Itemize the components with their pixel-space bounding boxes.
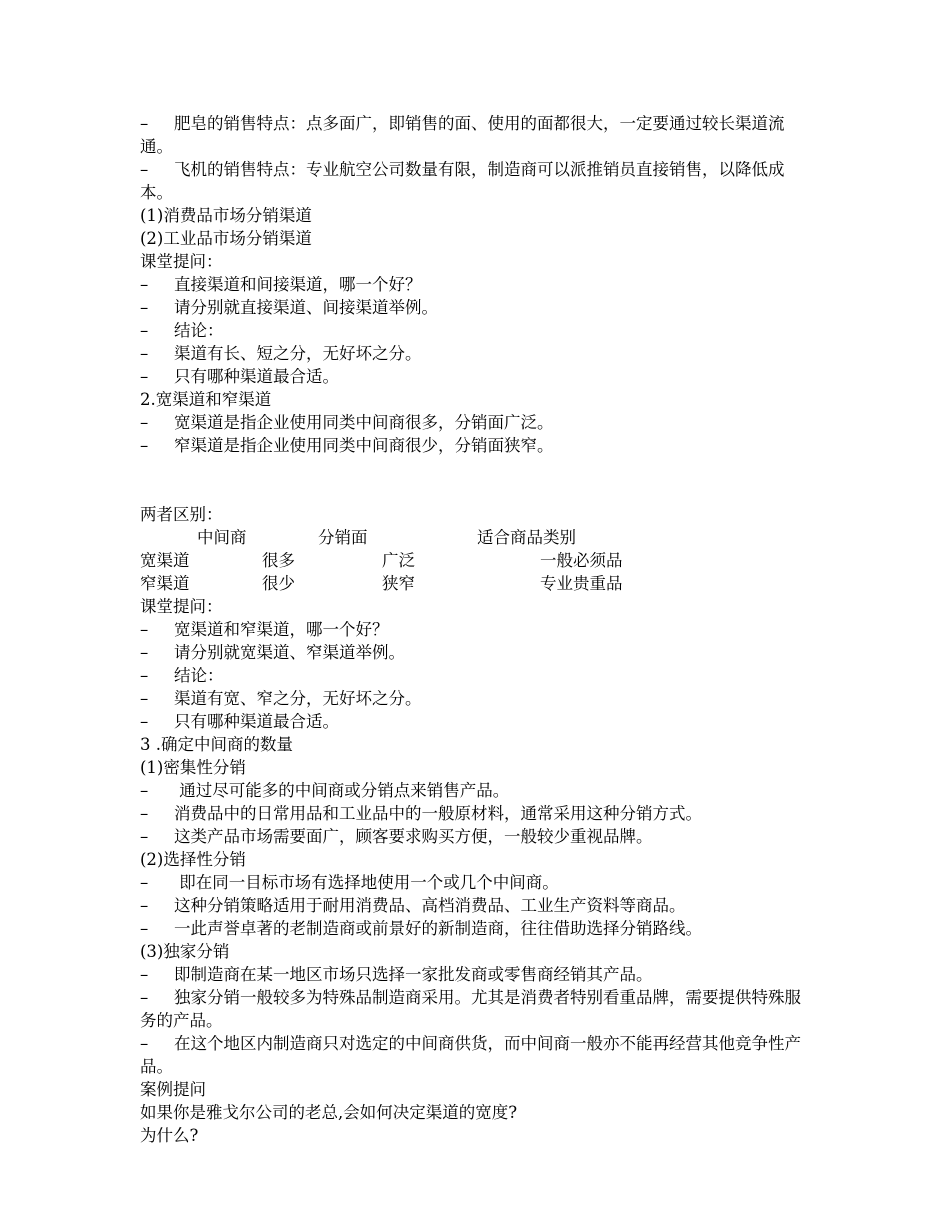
bullet-dash: –	[140, 781, 149, 800]
text-line	[140, 802, 812, 825]
bullet-dash: –	[140, 827, 149, 846]
line-text: 课堂提问：	[140, 252, 223, 271]
text-line	[140, 986, 812, 1032]
text-line	[140, 641, 812, 664]
bullet-dash: –	[140, 965, 149, 984]
bullet-dash: –	[140, 804, 149, 823]
table-cell: 很少	[262, 574, 295, 593]
compare-title: 两者区别：	[140, 505, 223, 524]
line-text: 这类产品市场需要面广，顾客要求购买方便，一般较少重视品牌。	[174, 827, 653, 846]
line-text: 案例提问	[140, 1080, 206, 1099]
line-text: 如果你是雅戈尔公司的老总,会如何决定渠道的宽度?	[140, 1103, 518, 1122]
text-line	[140, 618, 812, 641]
line-text: 独家分销一般较多为特殊品制造商采用。尤其是消费者特别看重品牌，需要提供特殊服务的产品。	[140, 988, 801, 1030]
line-text: 即制造商在某一地区市场只选择一家批发商或零售商经销其产品。	[174, 965, 653, 984]
blank-gap	[140, 457, 812, 503]
bullet-dash: –	[140, 413, 149, 432]
text-line	[140, 779, 812, 802]
text-line	[140, 710, 812, 733]
line-text: 即在同一目标市场有选择地使用一个或几个中间商。	[174, 873, 559, 892]
line-text: 课堂提问：	[140, 597, 223, 616]
text-line	[140, 1101, 812, 1124]
line-text: 渠道有宽、窄之分，无好坏之分。	[174, 689, 422, 708]
table-cell: 很多	[262, 551, 295, 570]
section-channel-width	[140, 595, 812, 1147]
section-channel-length	[140, 112, 812, 457]
text-line	[140, 894, 812, 917]
text-line	[140, 250, 812, 273]
bullet-dash: –	[140, 896, 149, 915]
text-line	[140, 227, 812, 250]
bullet-dash: –	[140, 919, 149, 938]
table-cell: 一般必须品	[540, 551, 623, 570]
line-text: 为什么?	[140, 1126, 199, 1145]
line-text: 宽渠道和窄渠道，哪一个好？	[174, 620, 389, 639]
text-line	[140, 388, 812, 411]
bullet-dash: –	[140, 321, 149, 340]
compare-table	[140, 526, 812, 595]
line-text: 结论：	[174, 666, 224, 685]
line-text: 窄渠道是指企业使用同类中间商很少，分销面狭窄。	[174, 436, 554, 455]
text-line	[140, 204, 812, 227]
bullet-dash: –	[140, 988, 149, 1007]
table-cell: 宽渠道	[140, 551, 190, 570]
line-text: 只有哪种渠道最合适。	[174, 367, 339, 386]
bullet-dash: –	[140, 160, 149, 179]
text-line	[140, 664, 812, 687]
text-line	[140, 319, 812, 342]
text-line	[140, 1124, 812, 1147]
text-line	[140, 940, 812, 963]
table-header-goods-type: 适合商品类别	[477, 528, 576, 547]
line-text: (1)密集性分销	[140, 758, 246, 777]
line-text: 一此声誉卓著的老制造商或前景好的新制造商，往往借助选择分销路线。	[174, 919, 702, 938]
line-text: 请分别就宽渠道、窄渠道举例。	[174, 643, 405, 662]
line-text: (1)消费品市场分销渠道	[140, 206, 312, 225]
table-header-intermediary: 中间商	[197, 528, 247, 547]
text-line	[140, 733, 812, 756]
line-text: 宽渠道是指企业使用同类中间商很多，分销面广泛。	[174, 413, 554, 432]
text-line	[140, 434, 812, 457]
table-cell: 专业贵重品	[540, 574, 623, 593]
line-text: 请分别就直接渠道、间接渠道举例。	[174, 298, 438, 317]
line-text: (2)选择性分销	[140, 850, 246, 869]
bullet-dash: –	[140, 114, 149, 133]
text-line	[140, 296, 812, 319]
line-text: 2.宽渠道和窄渠道	[140, 390, 272, 409]
text-line	[140, 687, 812, 710]
line-text: 结论：	[174, 321, 224, 340]
text-line	[140, 595, 812, 618]
text-line	[140, 963, 812, 986]
line-text: 直接渠道和间接渠道，哪一个好？	[174, 275, 422, 294]
table-cell: 狭窄	[382, 574, 415, 593]
bullet-dash: –	[140, 344, 149, 363]
text-line	[140, 273, 812, 296]
table-cell: 窄渠道	[140, 574, 190, 593]
bullet-dash: –	[140, 275, 149, 294]
bullet-dash: –	[140, 367, 149, 386]
line-text: 这种分销策略适用于耐用消费品、高档消费品、工业生产资料等商品。	[174, 896, 686, 915]
bullet-dash: –	[140, 712, 149, 731]
text-line	[140, 1032, 812, 1078]
text-line	[140, 1078, 812, 1101]
document-page	[140, 112, 812, 1147]
bullet-dash: –	[140, 643, 149, 662]
text-line	[140, 825, 812, 848]
line-text: 通过尽可能多的中间商或分销点来销售产品。	[174, 781, 510, 800]
text-line	[140, 112, 812, 158]
bullet-dash: –	[140, 298, 149, 317]
bullet-dash: –	[140, 620, 149, 639]
line-text: 只有哪种渠道最合适。	[174, 712, 339, 731]
text-line	[140, 158, 812, 204]
bullet-dash: –	[140, 666, 149, 685]
table-cell: 广泛	[382, 551, 415, 570]
bullet-dash: –	[140, 873, 149, 892]
text-line	[140, 848, 812, 871]
text-line	[140, 756, 812, 779]
bullet-dash: –	[140, 1034, 149, 1053]
line-text: 3 .确定中间商的数量	[140, 735, 293, 754]
text-line	[140, 917, 812, 940]
text-line	[140, 411, 812, 434]
bullet-dash: –	[140, 436, 149, 455]
line-text: (2)工业品市场分销渠道	[140, 229, 312, 248]
line-text: 肥皂的销售特点：点多面广，即销售的面、使用的面都很大，一定要通过较长渠道流通。	[140, 114, 785, 156]
line-text: 在这个地区内制造商只对选定的中间商供货，而中间商一般亦不能再经营其他竞争性产品。	[140, 1034, 801, 1076]
line-text: 渠道有长、短之分，无好坏之分。	[174, 344, 422, 363]
line-text: 消费品中的日常用品和工业品中的一般原材料，通常采用这种分销方式。	[174, 804, 702, 823]
text-line	[140, 365, 812, 388]
line-text: 飞机的销售特点：专业航空公司数量有限，制造商可以派推销员直接销售，以降低成本。	[140, 160, 785, 202]
line-text: (3)独家分销	[140, 942, 230, 961]
bullet-dash: –	[140, 689, 149, 708]
table-header-coverage: 分销面	[318, 528, 368, 547]
text-line	[140, 871, 812, 894]
text-line	[140, 342, 812, 365]
